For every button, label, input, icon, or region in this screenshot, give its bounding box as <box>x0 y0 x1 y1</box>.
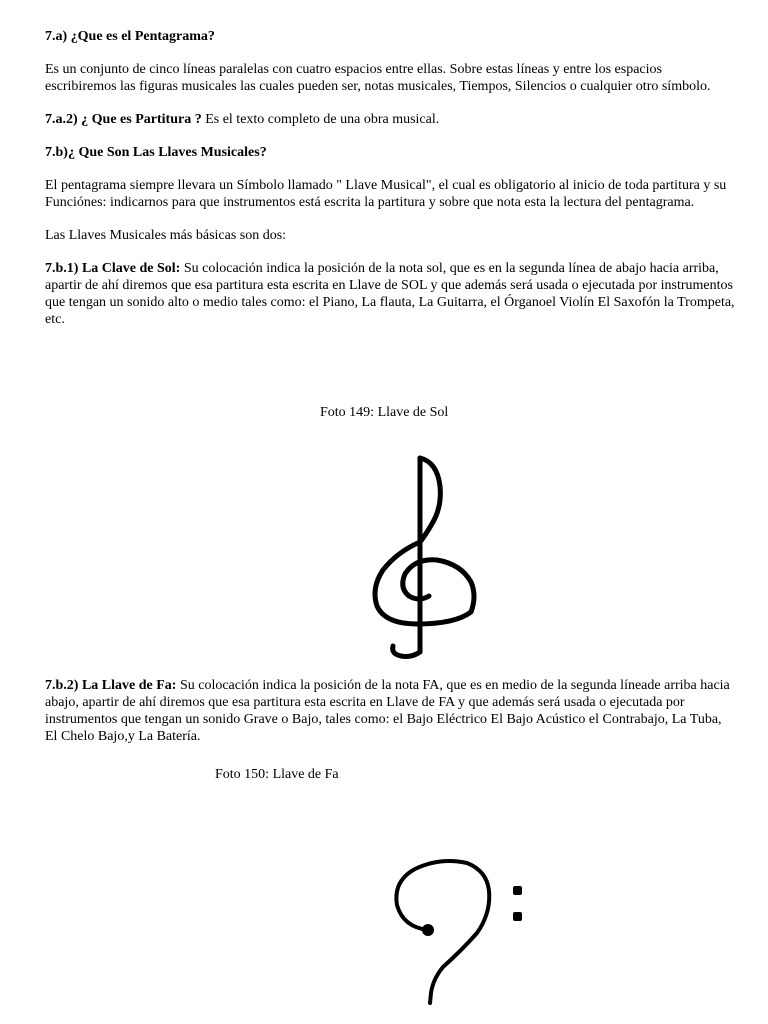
section-7a-heading: 7.a) ¿Que es el Pentagrama? <box>45 29 215 44</box>
section-7b2-container <box>45 677 735 761</box>
section-7b-body: El pentagrama siempre llevara un Símbolo llamado " Llave Musical", el cual es obligatorio al inicio de toda partitura y su Funciónes: indicarnos para que instrumentos está escrita la partitura y sobre que nota esta la lectura del pentagrama. <box>45 178 727 210</box>
section-7a2-body: Es el texto completo de una obra musical. <box>201 112 440 127</box>
section-7b-intro: Las Llaves Musicales más básicas son dos: <box>45 228 287 243</box>
treble-clef-icon <box>345 446 495 668</box>
photo-150-caption: Foto 150: Llave de Fa <box>215 767 339 782</box>
section-7a2 <box>45 111 735 128</box>
section-7b2 <box>45 677 735 745</box>
section-7a2-heading: 7.a.2) ¿ Que es Partitura ? <box>45 112 202 127</box>
document-page <box>45 28 735 782</box>
section-7a-body: Es un conjunto de cinco líneas paralelas con cuatro espacios entre ellas. Sobre estas líneas y entre los espacios escribiremos las figuras musicales las cuales pueden ser, notas musicales, Tiempos, Silencios o cualquier otro símbolo. <box>45 62 711 94</box>
section-7b1-heading: 7.b.1) La Clave de Sol: <box>45 261 181 276</box>
section-7b1 <box>45 260 735 328</box>
bass-clef-icon <box>345 843 545 1013</box>
section-7b2-heading: 7.b.2) La Llave de Fa: <box>45 678 177 693</box>
photo-149-caption: Foto 149: Llave de Sol <box>320 405 449 420</box>
section-7b1-body: Su colocación indica la posición de la nota sol, que es en la segunda línea de abajo hacia arriba, apartir de ahí diremos que esa partitura esta escrita en Llave de SOL y que además será usada o ejecutada por instrumentos que tengan un sonido alto o medio tales como: el Piano, La flauta, La Guitarra, el Órganoel Violín El Saxofón la Trompeta, etc. <box>45 261 735 327</box>
section-7b-heading: 7.b)¿ Que Son Las Llaves Musicales? <box>45 145 267 160</box>
section-7b2-body: Su colocación indica la posición de la nota FA, que es en medio de la segunda líneade arriba hacia abajo, apartir de ahí diremos que esa partitura esta escrita en Llave de FA y que además será usada o ejecutada por instrumentos que tengan un sonido Grave o Bajo, tales como: el Bajo Eléctrico El Bajo Acústico el Contrabajo, La Tuba, El Chelo Bajo,y La Batería. <box>45 678 730 744</box>
